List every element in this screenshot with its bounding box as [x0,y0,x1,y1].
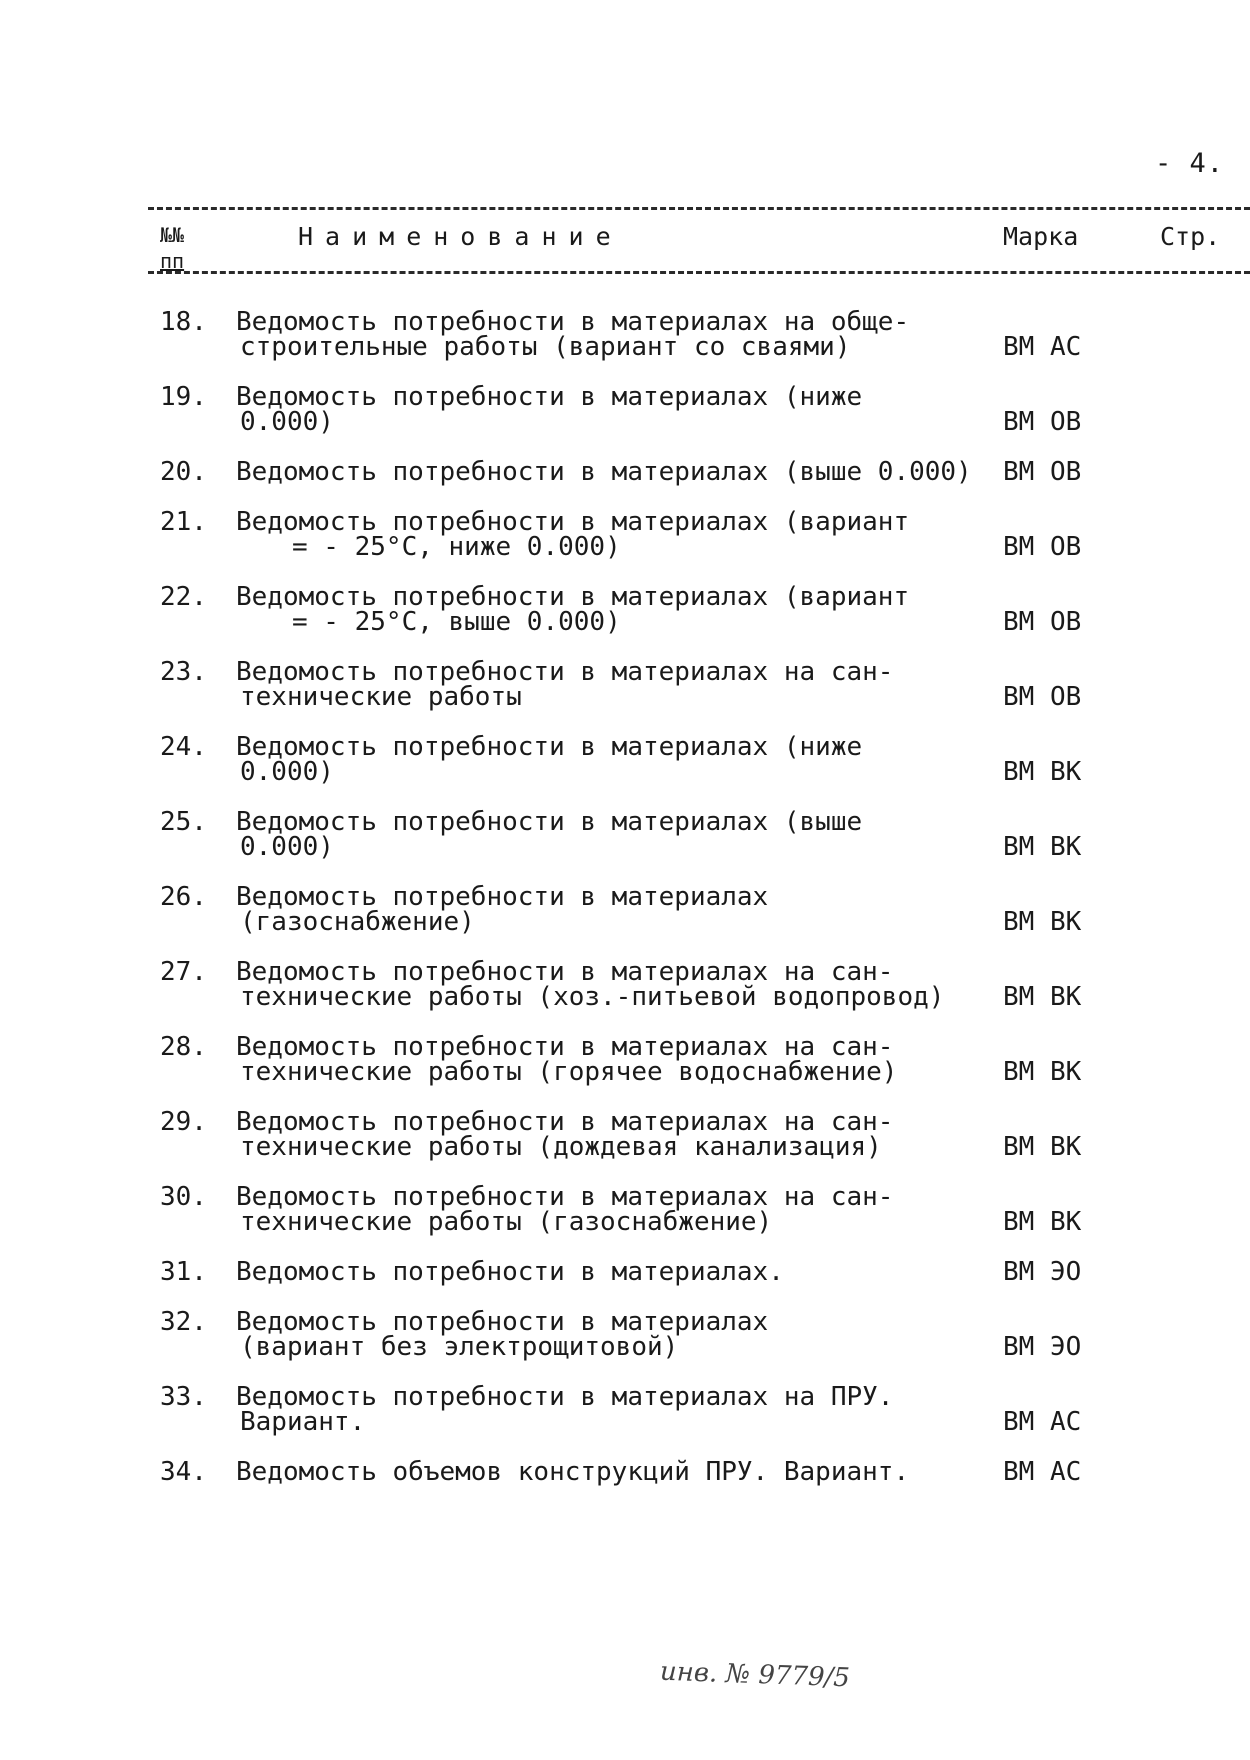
row-name-line: Ведомость потребности в материалах (выше 0.000) [236,457,972,487]
row-mark: ВМ ВК [1003,757,1082,787]
row-name-line: технические работы (хоз.-питьевой водопровод) [240,982,945,1012]
row-mark: ВМ ЭО [1003,1332,1082,1362]
row-name [236,1032,996,1087]
row-name [236,1182,996,1237]
row-name-line: Ведомость потребности в материалах (ниже [236,732,863,762]
row-number: 23. [160,657,207,687]
row-mark: ВМ ОВ [1003,457,1082,487]
row-mark: ВМ ВК [1003,1057,1082,1087]
row-mark: ВМ ВК [1003,982,1082,1012]
row-number: 27. [160,957,207,987]
row-name [236,657,996,712]
row-name [236,382,996,437]
row-mark: ВМ ЭО [1003,1257,1082,1287]
row-name-line: Ведомость потребности в материалах (ниже [236,382,863,412]
row-name [236,1307,996,1362]
header-name-column: Наименование [298,222,623,251]
row-name-line: Ведомость потребности в материалах (выше [236,807,863,837]
row-name [236,507,996,562]
row-name-line: Ведомость потребности в материалах на сан- [236,1032,894,1062]
row-name-line: Ведомость потребности в материалах (вариант [236,582,910,612]
row-name-line: (газоснабжение) [240,907,475,937]
row-name [236,1457,996,1487]
row-mark: ВМ ВК [1003,1207,1082,1237]
row-number: 19. [160,382,207,412]
row-name-line: = - 25°С, выше 0.000) [292,607,621,637]
row-number: 18. [160,307,207,337]
row-name [236,732,996,787]
row-number: 26. [160,882,207,912]
row-name-line: Ведомость объемов конструкций ПРУ. Вариант. [236,1457,910,1487]
row-mark: ВМ АС [1003,332,1082,362]
row-name-line: Ведомость потребности в материалах. [236,1257,784,1287]
row-name-line: (вариант без электрощитовой) [240,1332,679,1362]
row-name-line: Ведомость потребности в материалах на ПРУ. [236,1382,894,1412]
row-name [236,582,996,637]
header-number-line2: пп [160,249,185,273]
row-name [236,882,996,937]
header-page-column: Стр. [1160,222,1221,251]
row-number: 28. [160,1032,207,1062]
row-number: 20. [160,457,207,487]
row-mark: ВМ ОВ [1003,532,1082,562]
row-mark: ВМ ОВ [1003,607,1082,637]
row-name-line: 0.000) [240,832,334,862]
row-name-line: 0.000) [240,757,334,787]
row-name [236,1382,996,1437]
row-name [236,807,996,862]
row-name-line: Ведомость потребности в материалах [236,882,769,912]
header-number-line1: №№ [160,223,185,247]
row-mark: ВМ АС [1003,1457,1082,1487]
row-name-line: Вариант. [240,1407,366,1437]
row-name-line: технические работы (дождевая канализация) [240,1132,882,1162]
row-name-line: Ведомость потребности в материалах на сан- [236,657,894,687]
row-name-line: Ведомость потребности в материалах на сан- [236,1182,894,1212]
header-mark-column: Марка [1003,222,1079,251]
row-number: 31. [160,1257,207,1287]
row-name-line: Ведомость потребности в материалах на обще- [236,307,910,337]
row-mark: ВМ АС [1003,1407,1082,1437]
row-name-line: = - 25°С, ниже 0.000) [292,532,621,562]
row-number: 22. [160,582,207,612]
row-mark: ВМ ОВ [1003,682,1082,712]
row-name [236,457,996,487]
row-mark: ВМ ВК [1003,832,1082,862]
row-mark: ВМ ВК [1003,1132,1082,1162]
row-number: 30. [160,1182,207,1212]
row-mark: ВМ ВК [1003,907,1082,937]
row-name-line: технические работы [240,682,522,712]
row-name-line: технические работы (горячее водоснабжение) [240,1057,898,1087]
row-name-line: Ведомость потребности в материалах (вариант [236,507,910,537]
row-name [236,1107,996,1162]
row-mark: ВМ ОВ [1003,407,1082,437]
inventory-stamp: инв. № 9779/5 [659,1656,851,1694]
row-name [236,957,996,1012]
row-name-line: Ведомость потребности в материалах [236,1307,769,1337]
row-number: 21. [160,507,207,537]
row-name [236,307,996,362]
row-number: 25. [160,807,207,837]
row-number: 34. [160,1457,207,1487]
row-number: 32. [160,1307,207,1337]
page-number: - 4. [1155,148,1225,179]
row-number: 33. [160,1382,207,1412]
row-name [236,1257,996,1287]
row-number: 24. [160,732,207,762]
row-name-line: строительные работы (вариант со сваями) [240,332,851,362]
row-name-line: Ведомость потребности в материалах на сан- [236,957,894,987]
row-number: 29. [160,1107,207,1137]
row-name-line: 0.000) [240,407,334,437]
row-name-line: технические работы (газоснабжение) [240,1207,773,1237]
row-name-line: Ведомость потребности в материалах на сан- [236,1107,894,1137]
